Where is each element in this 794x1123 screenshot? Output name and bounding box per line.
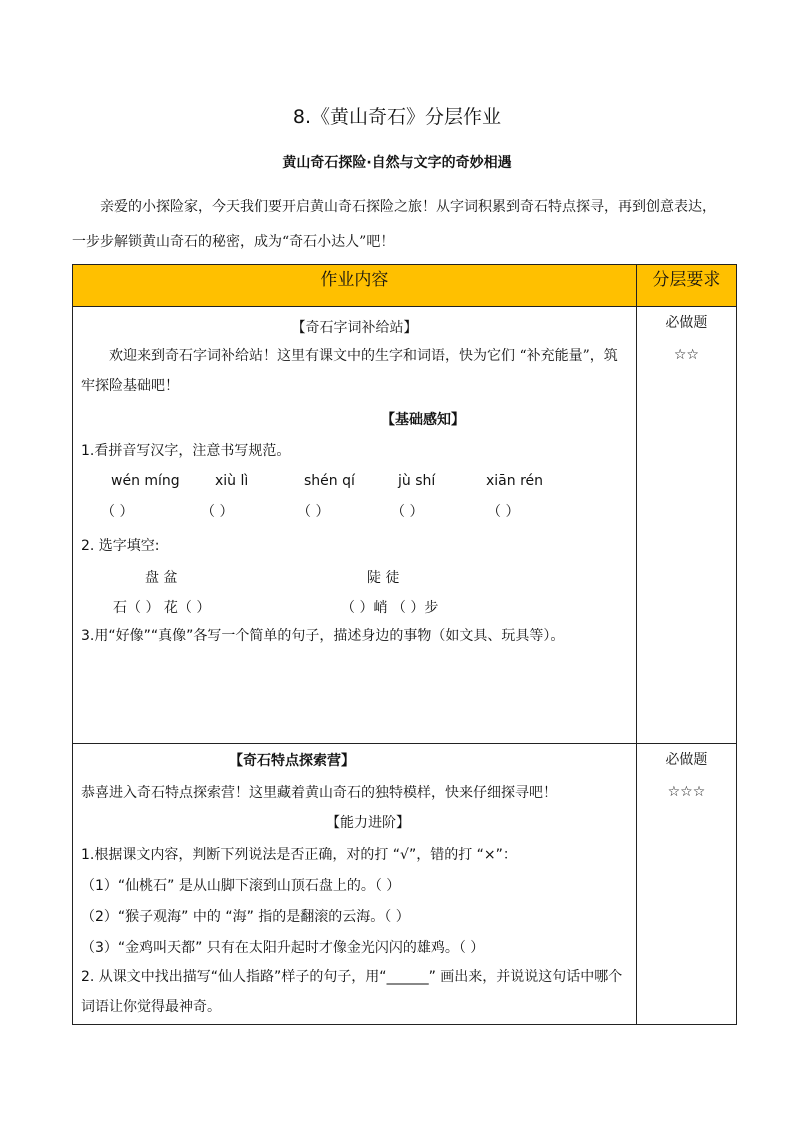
section1-level: 【基础感知】 [381,412,465,428]
section1-q2: 2. 选字填空: [81,538,160,554]
section1-requirement-cell [636,307,736,744]
pair1-chars: 盘 盆 [145,570,178,586]
page-subtitle: 黄山奇石探险·自然与文字的奇妙相遇 [282,155,512,171]
blank-1[interactable]: （ ） [101,504,134,520]
section1-desc: 欢迎来到奇石字词补给站！这里有课文中的生字和词语，快为它们 “补充能量”，筑牢探险基础吧！ [81,348,618,394]
blank-5[interactable]: （ ） [487,504,520,520]
fill-1[interactable]: 石（ ） 花（ ） [113,600,211,616]
statement-2[interactable]: （2）“猴子观海” 中的 “海” 指的是翻滚的云海。（ ） [81,909,410,925]
pinyin-1: wén míng [111,473,180,489]
section1-req-label: 必做题 [665,315,708,331]
section1-req-stars: ☆☆ [673,347,699,363]
header-requirement: 分层要求 [636,265,736,307]
section1-q3: 3.用“好像”“真像”各写一个简单的句子，描述身边的事物（如文具、玩具等）。 [81,628,565,644]
section1-heading: 【奇石字词补给站】 [291,320,418,336]
table-header-row [73,265,737,307]
section2-desc: 恭喜进入奇石特点探索营！这里藏着黄山奇石的独特模样，快来仔细探寻吧！ [81,785,557,801]
homework-table [72,264,737,1025]
section2-q1: 1.根据课文内容，判断下列说法是否正确，对的打 “√”，错的打 “×”： [81,847,517,863]
section1-content-cell [73,307,637,744]
pinyin-2: xiù lì [215,473,249,489]
pair2-chars: 陡 徒 [367,570,400,586]
page-title: 8.《黄山奇石》分层作业 [292,106,502,128]
statement-1[interactable]: （1）“仙桃石” 是从山脚下滚到山顶石盘上的。（ ） [81,878,401,894]
section2-req-stars: ☆☆☆ [667,784,706,800]
statement-3[interactable]: （3）“金鸡叫天都” 只有在太阳升起时才像金光闪闪的雄鸡。（ ） [81,940,485,956]
intro-paragraph: 亲爱的小探险家，今天我们要开启黄山奇石探险之旅！从字词积累到奇石特点探寻，再到创意表达，一步步解锁黄山奇石的秘密，成为“奇石小达人”吧！ [72,199,716,250]
table-row [73,744,737,1025]
fill-2[interactable]: （ ）峭 （ ）步 [341,600,439,616]
pinyin-5: xiān rén [486,473,544,489]
section2-req-label: 必做题 [665,752,708,768]
blank-2[interactable]: （ ） [201,504,234,520]
section1-q1: 1.看拼音写汉字，注意书写规范。 [81,443,291,459]
section2-requirement-cell [636,744,736,1025]
pinyin-4: jù shí [398,473,436,489]
header-content: 作业内容 [73,265,637,307]
table-row [73,307,737,744]
blank-3[interactable]: （ ） [297,504,330,520]
section2-q2: 2. 从课文中找出描写“仙人指路”样子的句子，用“______” 画出来，并说说这句话中哪个词语让你觉得最神奇。 [81,969,623,1015]
section2-heading: 【奇石特点探索营】 [229,753,355,769]
blank-4[interactable]: （ ） [391,504,424,520]
section2-level: 【能力进阶】 [326,815,410,831]
pinyin-3: shén qí [304,473,355,489]
section2-content-cell [73,744,637,1025]
